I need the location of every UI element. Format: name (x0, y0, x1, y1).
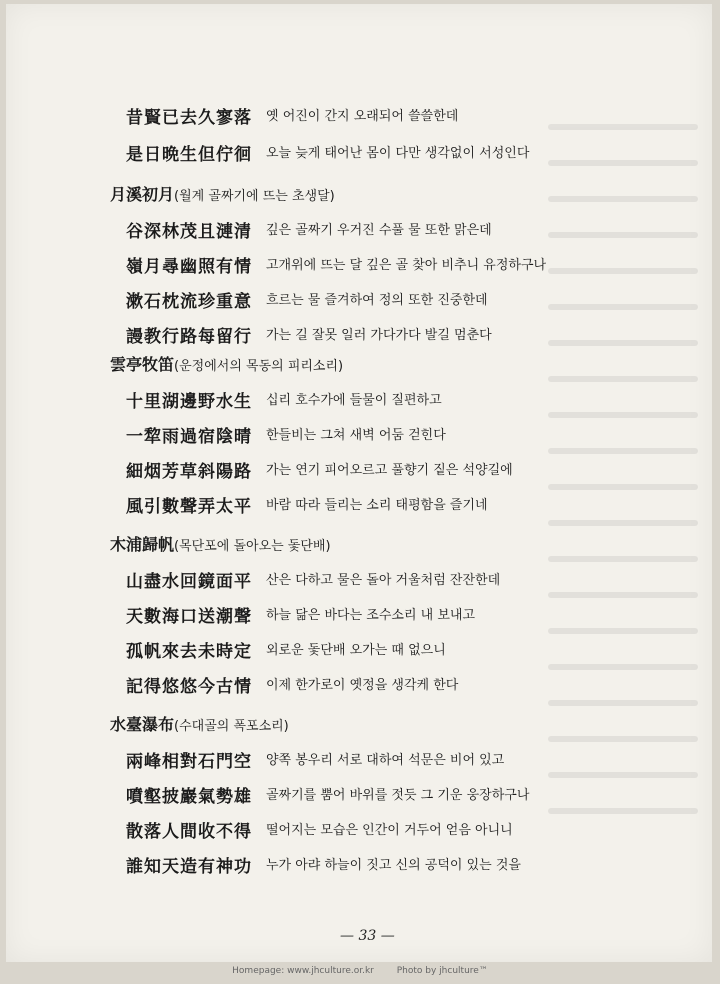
section-title-korean: (운정에서의 목동의 피리소리) (174, 359, 344, 374)
hanja-verse: 孤帆來去未時定 (126, 642, 252, 662)
section-title-korean: (수대골의 폭포소리) (174, 719, 289, 734)
korean-translation: 떨어지는 모습은 인간이 거두어 얻음 아니니 (266, 823, 513, 838)
hanja-verse: 兩峰相對石門空 (126, 752, 252, 772)
hanja-verse: 誰知天造有神功 (126, 857, 252, 877)
section-title-hanja: 雲亭牧笛 (110, 355, 175, 374)
section-title-hanja: 月溪初月 (110, 185, 175, 204)
section-title (110, 712, 289, 735)
hanja-verse: 昔賢已去久寥落 (126, 108, 252, 128)
photo-credit: Photo by jhculture™ (396, 966, 488, 976)
korean-translation: 누가 아랴 하늘이 짓고 신의 공덕이 있는 것을 (266, 858, 521, 873)
korean-translation: 옛 어진이 간지 오래되어 쓸쓸한데 (266, 109, 459, 124)
korean-translation: 고개위에 뜨는 달 깊은 골 찾아 비추니 유정하구나 (266, 258, 547, 273)
korean-translation: 하늘 닮은 바다는 조수소리 내 보내고 (266, 608, 476, 623)
hanja-verse: 天數海口送潮聲 (126, 607, 252, 627)
korean-translation: 양쪽 봉우리 서로 대하여 석문은 비어 있고 (266, 753, 505, 768)
homepage-credit: Homepage: www.jhculture.or.kr (232, 966, 374, 976)
hanja-verse: 風引數聲弄太平 (126, 497, 252, 517)
hanja-verse: 一犂雨過宿陰晴 (126, 427, 252, 447)
section-title (110, 182, 335, 205)
korean-translation: 깊은 골짜기 우거진 수풀 물 또한 맑은데 (266, 223, 492, 238)
korean-translation: 가는 길 잘못 일러 가다가다 발길 멈춘다 (266, 328, 492, 343)
section-title (110, 532, 331, 555)
hanja-verse: 記得悠悠今古情 (126, 677, 252, 697)
korean-translation: 십리 호수가에 들물이 질편하고 (266, 393, 442, 408)
section-title (110, 352, 343, 375)
korean-translation: 한들비는 그쳐 새벽 어둠 걷힌다 (266, 428, 446, 443)
hanja-verse: 嶺月尋幽照有情 (126, 257, 252, 277)
hanja-verse: 十里湖邊野水生 (126, 392, 252, 412)
hanja-verse: 細烟芳草斜陽路 (126, 462, 252, 482)
section-title-korean: (목단포에 돌아오는 돛단배) (174, 539, 331, 554)
korean-translation: 이제 한가로이 옛정을 생각케 한다 (266, 678, 459, 693)
bleed-through-texture (548, 94, 698, 874)
section-title-hanja: 木浦歸帆 (110, 535, 175, 554)
hanja-verse: 散落人間收不得 (126, 822, 252, 842)
section-title-korean: (월계 골짜기에 뜨는 초생달) (174, 189, 335, 204)
korean-translation: 흐르는 물 즐겨하여 정의 또한 진중한데 (266, 293, 488, 308)
korean-translation: 외로운 돛단배 오가는 때 없으니 (266, 643, 446, 658)
hanja-verse: 噴壑披巖氣勢雄 (126, 787, 252, 807)
hanja-verse: 山盡水回鏡面平 (126, 572, 252, 592)
page-number: — 33 — (340, 928, 395, 944)
hanja-verse: 是日晩生但佇徊 (126, 145, 252, 165)
korean-translation: 가는 연기 피어오르고 풀향기 짙은 석양길에 (266, 463, 513, 478)
hanja-verse: 漱石枕流珍重意 (126, 292, 252, 312)
korean-translation: 바람 따라 들리는 소리 태평함을 즐기네 (266, 498, 488, 513)
photo-credit-footer (0, 966, 720, 984)
hanja-verse: 谷深林茂且漣清 (126, 222, 252, 242)
korean-translation: 산은 다하고 물은 돌아 거울처럼 잔잔한데 (266, 573, 501, 588)
korean-translation: 오늘 늦게 태어난 몸이 다만 생각없이 서성인다 (266, 146, 530, 161)
section-title-hanja: 水臺瀑布 (110, 715, 175, 734)
korean-translation: 골짜기를 뿜어 바위를 젓듯 그 기운 웅장하구나 (266, 788, 530, 803)
hanja-verse: 謾教行路每留行 (126, 327, 252, 347)
